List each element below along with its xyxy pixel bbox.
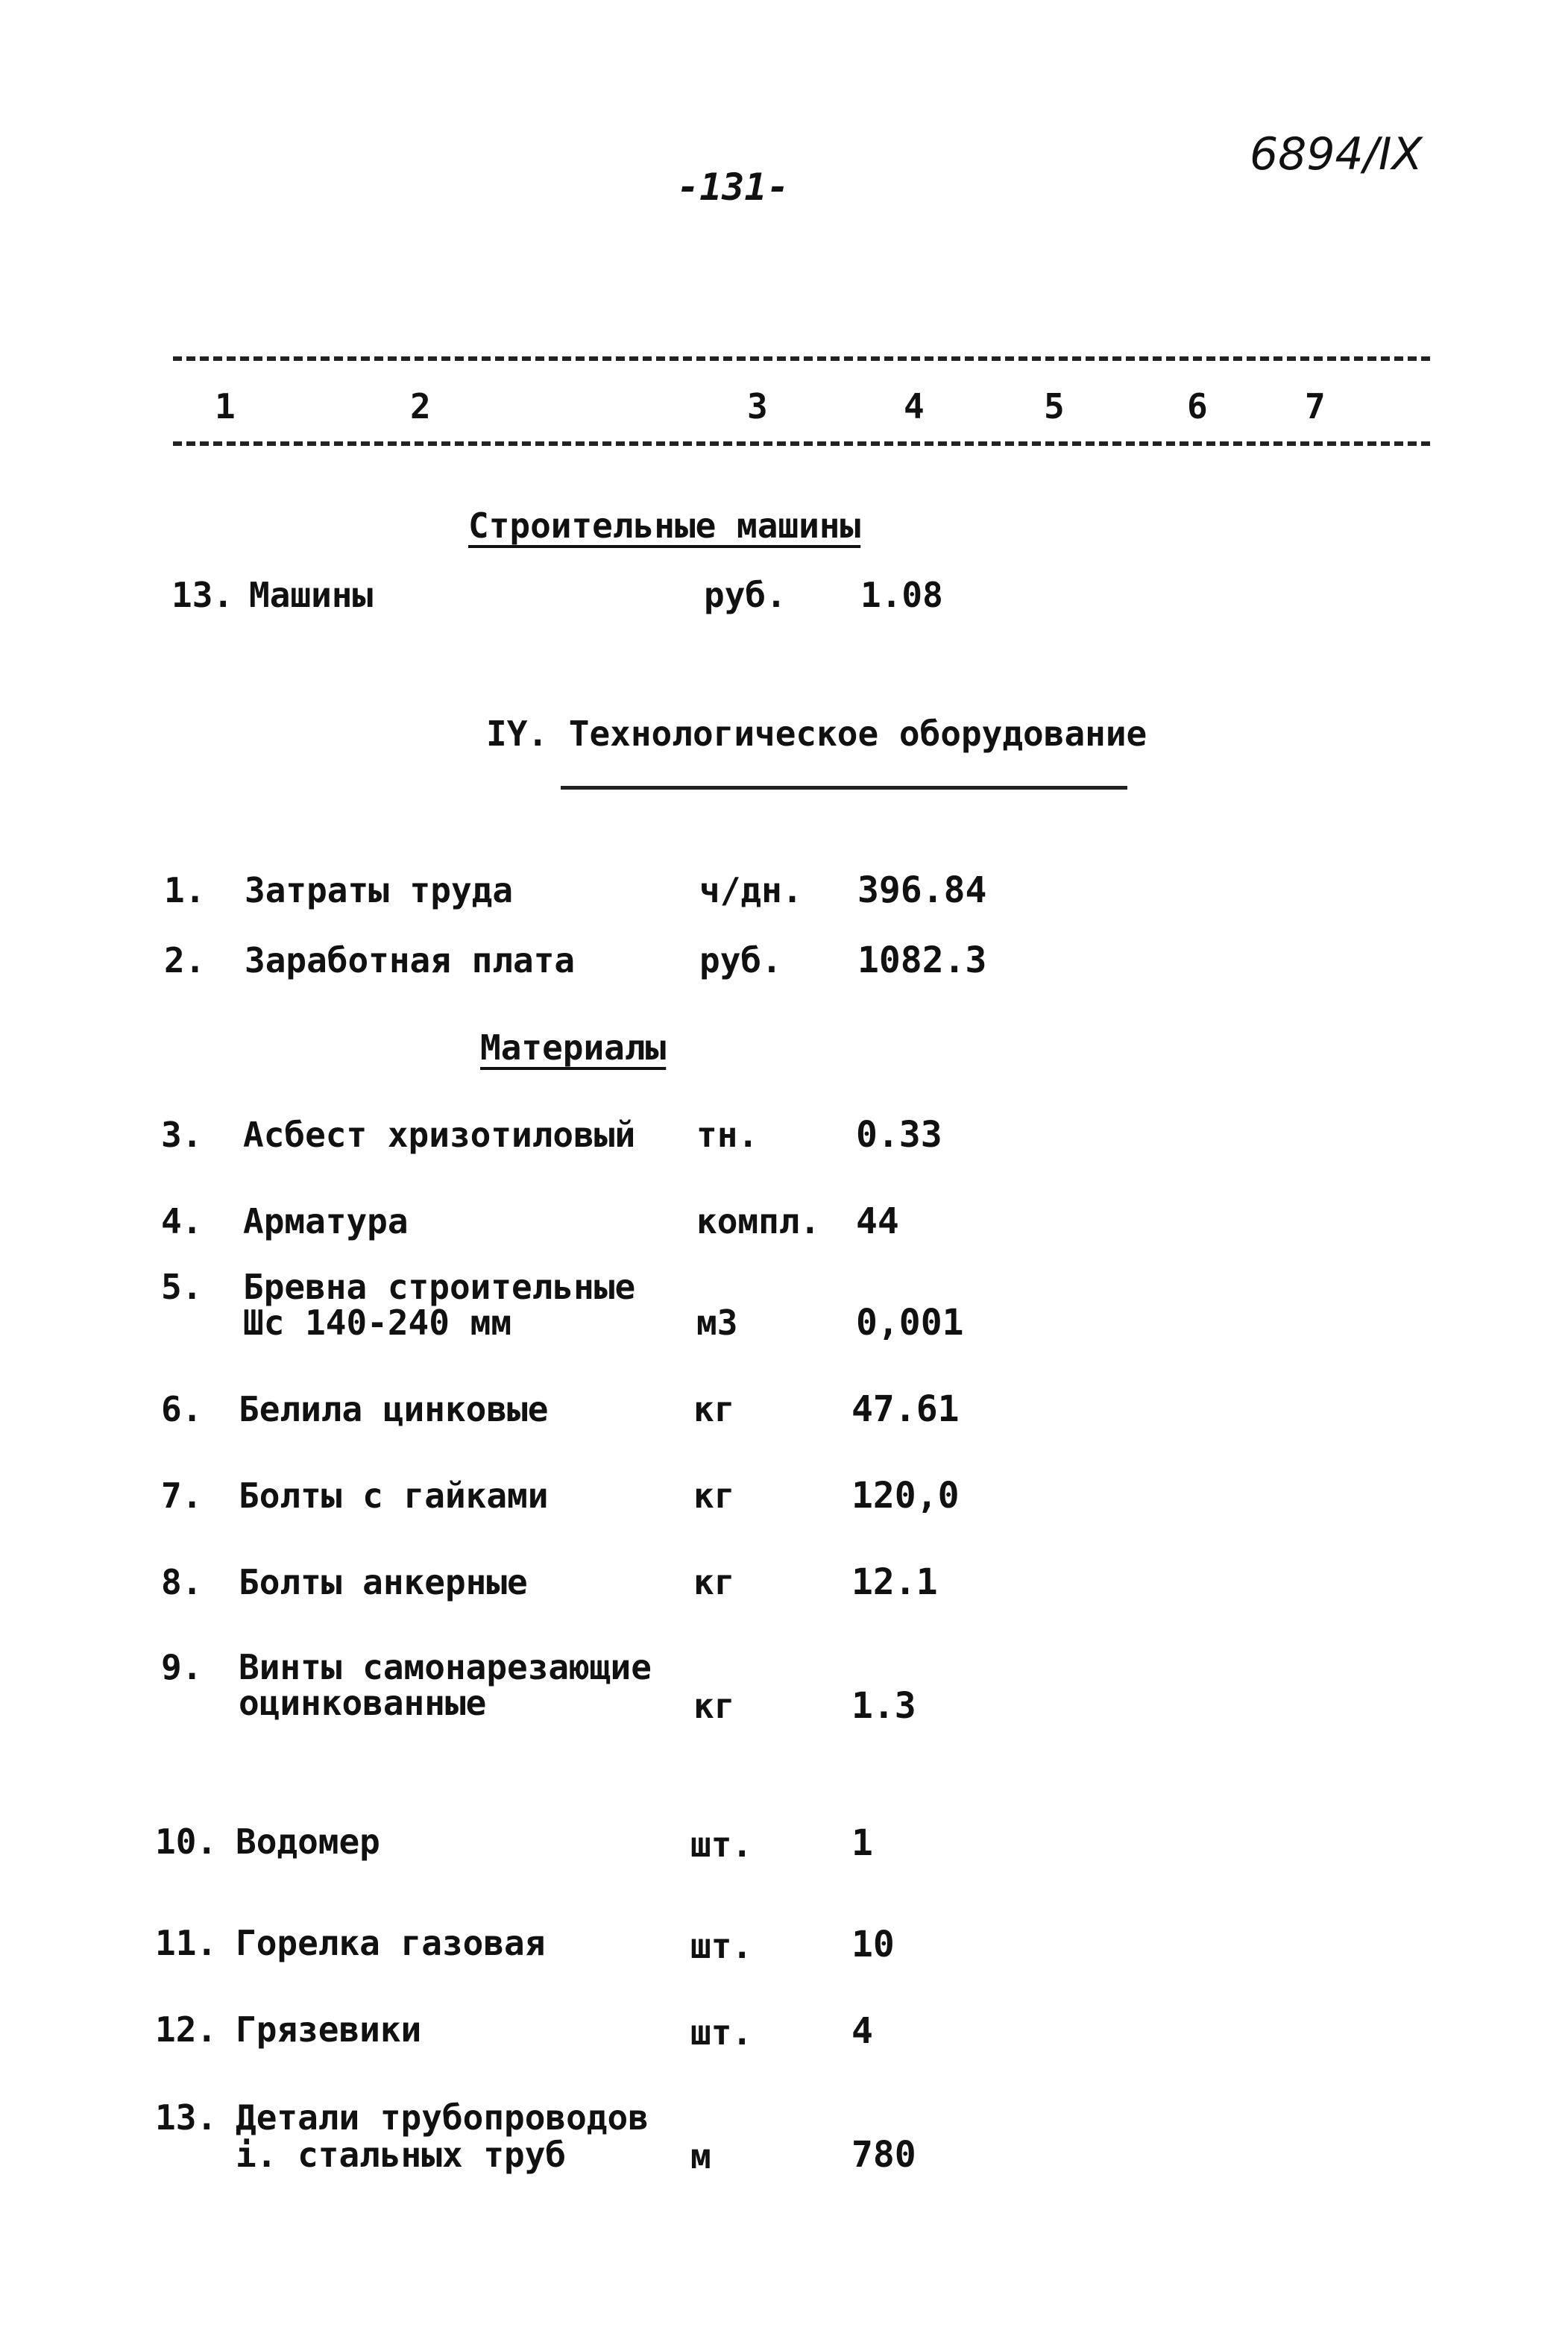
row-number: 2. <box>164 940 206 980</box>
row-name: Водомер <box>236 1822 380 1862</box>
row-number: 1. <box>164 870 206 910</box>
row-value: 1.08 <box>860 575 943 615</box>
column-number-4: 4 <box>904 386 925 426</box>
row-value: 4 <box>851 2010 873 2052</box>
row-unit: ч/дн. <box>699 870 803 910</box>
row-number: 9. <box>161 1647 203 1687</box>
row-name: Затраты труда <box>245 870 514 910</box>
column-number-5: 5 <box>1044 386 1065 426</box>
row-unit: шт. <box>690 1824 753 1865</box>
row-value: 0,001 <box>856 1302 964 1344</box>
row-name: Болты анкерные <box>239 1562 528 1602</box>
row-value: 1 <box>851 1822 873 1864</box>
row-name: Грязевики <box>236 2009 422 2050</box>
row-name: Бревна строительные <box>243 1267 636 1307</box>
row-number: 12. <box>155 2009 218 2050</box>
row-unit: руб. <box>704 575 787 615</box>
row-number: 7. <box>161 1476 203 1516</box>
row-value: 47.61 <box>851 1388 960 1430</box>
materials-heading: Материалы <box>480 1027 667 1068</box>
row-unit: м3 <box>696 1303 738 1343</box>
row-name-line-2: оцинкованные <box>239 1683 487 1723</box>
row-unit: кг <box>693 1476 735 1516</box>
dashed-rule-top <box>173 356 1430 361</box>
row-name: Горелка газовая <box>236 1923 546 1963</box>
row-number: 11. <box>155 1923 218 1963</box>
row-value: 0.33 <box>856 1114 942 1156</box>
row-name-line-2: i. стальных труб <box>236 2135 567 2175</box>
row-name: Арматура <box>243 1201 409 1241</box>
section-heading-equipment: IY. Технологическое оборудование <box>486 714 1147 754</box>
row-value: 10 <box>851 1924 895 1965</box>
row-name: Белила цинковые <box>239 1389 549 1429</box>
row-value: 120,0 <box>851 1475 960 1517</box>
row-unit: кг <box>693 1389 735 1429</box>
row-name: Болты с гайками <box>239 1476 549 1516</box>
row-unit: м <box>690 2136 711 2176</box>
row-number: 3. <box>161 1115 203 1155</box>
row-number: 4. <box>161 1201 203 1241</box>
row-name: Асбест хризотиловый <box>243 1115 636 1155</box>
column-number-7: 7 <box>1305 386 1326 426</box>
row-number: 6. <box>161 1389 203 1429</box>
row-value: 780 <box>851 2134 916 2176</box>
row-value: 1082.3 <box>857 939 987 981</box>
column-number-3: 3 <box>747 386 768 426</box>
row-name-line-2: Шс 140-240 мм <box>243 1303 512 1343</box>
page-number: -131- <box>677 166 790 209</box>
row-number: 5. <box>161 1267 203 1307</box>
row-unit: шт. <box>690 2012 753 2053</box>
heading-underline <box>561 786 1127 790</box>
row-name: Винты самонарезающие <box>239 1647 652 1687</box>
row-unit: шт. <box>690 1926 753 1966</box>
row-value: 44 <box>856 1200 899 1242</box>
row-name: Заработная плата <box>245 940 576 980</box>
row-unit: кг <box>693 1686 735 1726</box>
row-number: 13. <box>155 2097 218 2138</box>
row-value: 12.1 <box>851 1561 938 1603</box>
row-value: 396.84 <box>857 869 987 911</box>
document-number: 6894/IX <box>1250 128 1423 180</box>
section-heading-machines: Строительные машины <box>468 506 861 546</box>
row-unit: компл. <box>696 1201 821 1241</box>
row-name: Машины <box>249 575 374 615</box>
row-unit: кг <box>693 1562 735 1602</box>
row-value: 1.3 <box>851 1685 916 1727</box>
row-unit: руб. <box>699 940 782 980</box>
row-name: Детали трубопроводов <box>236 2097 649 2138</box>
row-number: 10. <box>155 1822 218 1862</box>
row-number: 13. <box>171 575 234 615</box>
dashed-rule-bottom <box>173 441 1430 446</box>
row-number: 8. <box>161 1562 203 1602</box>
column-number-2: 2 <box>410 386 431 426</box>
row-unit: тн. <box>696 1115 759 1155</box>
column-number-6: 6 <box>1187 386 1208 426</box>
column-number-1: 1 <box>215 386 236 426</box>
